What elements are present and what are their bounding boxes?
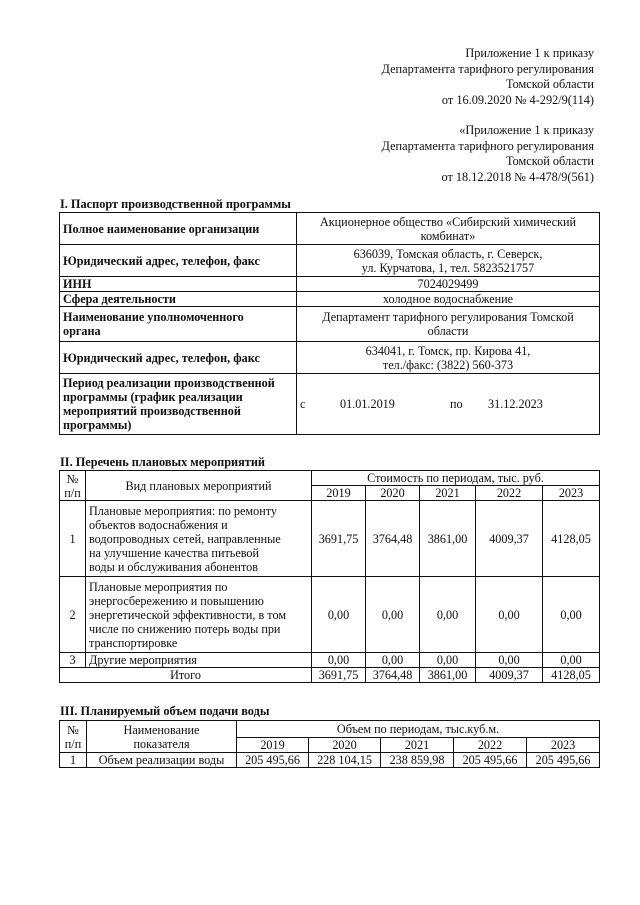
cost-cell: 0,00 [543, 653, 600, 668]
col-volume-header: Объем по периодам, тыс.куб.м. [237, 721, 600, 738]
water-volume-table [59, 720, 600, 768]
cost-cell: 0,00 [543, 577, 600, 653]
volume-cell: 238 859,98 [381, 753, 454, 768]
period-from-word: с [300, 397, 306, 411]
row-value: Департамент тарифного регулирования Томской области [297, 307, 600, 342]
year-header: 2021 [381, 738, 454, 753]
section-2-title: II. Перечень плановых мероприятий [60, 455, 266, 469]
period-from-date: 01.01.2019 [340, 397, 395, 411]
year-header: 2023 [527, 738, 600, 753]
row-label: Полное наименование организации [60, 213, 297, 245]
row-value: 636039, Томская область, г. Северск, ул. Курчатова, 1, тел. 5823521757 [297, 245, 600, 277]
header-line: Приложение 1 к приказу [465, 46, 594, 60]
period-to-date: 31.12.2023 [488, 397, 543, 411]
total-label: Итого [60, 668, 312, 683]
cost-cell: 0,00 [366, 653, 420, 668]
measures-table [59, 470, 600, 683]
row-number: 1 [60, 501, 86, 577]
row-value: холодное водоснабжение [297, 292, 600, 307]
row-value: 634041, г. Томск, пр. Кирова 41, тел./факс: (3822) 560-373 [297, 342, 600, 374]
total-cell: 3691,75 [312, 668, 366, 683]
header-line: от 18.12.2018 № 4-478/9(561) [441, 169, 594, 184]
table-row [60, 374, 600, 435]
header-line: Департамента тарифного регулирования [381, 138, 594, 153]
cost-cell: 0,00 [420, 577, 476, 653]
row-number: 2 [60, 577, 86, 653]
measure-name: Плановые мероприятия по энергосбережению и повышению энергетической эффективности, в том числе по снижению потерь воды при транспортировке [86, 577, 312, 653]
year-header: 2022 [476, 486, 543, 501]
year-header: 2020 [309, 738, 381, 753]
col-name-header: Вид плановых мероприятий [86, 471, 312, 501]
row-number: 1 [60, 753, 87, 768]
table-row [60, 292, 600, 307]
table-row [60, 307, 600, 342]
year-header: 2019 [237, 738, 309, 753]
period-label: Период реализации производственной программы (график реализации мероприятий производственной программы) [60, 374, 297, 435]
row-value: 7024029499 [297, 277, 600, 292]
col-number-header: № п/п [60, 721, 87, 753]
header-line: Департамента тарифного регулирования [381, 61, 594, 76]
year-header: 2021 [420, 486, 476, 501]
measure-name: Плановые мероприятия: по ремонту объектов водоснабжения и водопроводных сетей, направленные на улучшение качества питьевой воды и обслуживания абонентов [86, 501, 312, 577]
table-row [60, 577, 600, 653]
cost-cell: 3691,75 [312, 501, 366, 577]
cost-cell: 0,00 [476, 653, 543, 668]
indicator-name: Объем реализации воды [87, 753, 237, 768]
row-value: Акционерное общество «Сибирский химический комбинат» [297, 213, 600, 245]
table-row [60, 653, 600, 668]
year-header: 2019 [312, 486, 366, 501]
header-line: Томской области [506, 77, 594, 91]
header-line: «Приложение 1 к приказу [459, 123, 594, 137]
row-label: ИНН [60, 277, 297, 292]
section-1-title: I. Паспорт производственной программы [60, 197, 291, 211]
section-3-title: III. Планируемый объем подачи воды [60, 704, 270, 718]
total-cell: 3764,48 [366, 668, 420, 683]
cost-cell: 0,00 [312, 577, 366, 653]
cost-cell: 0,00 [366, 577, 420, 653]
period-value [297, 374, 600, 435]
total-row [60, 668, 600, 683]
total-cell: 4009,37 [476, 668, 543, 683]
table-row [60, 213, 600, 245]
table-row [60, 277, 600, 292]
appendix-header-previous [382, 123, 594, 185]
cost-cell: 3764,48 [366, 501, 420, 577]
year-header: 2022 [454, 738, 527, 753]
row-label: Юридический адрес, телефон, факс [60, 245, 297, 277]
row-label: Юридический адрес, телефон, факс [60, 342, 297, 374]
row-label: Наименование уполномоченного органа [60, 307, 297, 342]
volume-cell: 205 495,66 [237, 753, 309, 768]
measure-name: Другие мероприятия [86, 653, 312, 668]
year-header: 2023 [543, 486, 600, 501]
col-name-header: Наименование показателя [87, 721, 237, 753]
row-number: 3 [60, 653, 86, 668]
cost-cell: 0,00 [312, 653, 366, 668]
total-cell: 3861,00 [420, 668, 476, 683]
volume-cell: 205 495,66 [454, 753, 527, 768]
header-line: Томской области [506, 154, 594, 168]
table-row [60, 245, 600, 277]
year-header: 2020 [366, 486, 420, 501]
col-number-header: № п/п [60, 471, 86, 501]
volume-cell: 228 104,15 [309, 753, 381, 768]
period-to-word: по [450, 397, 463, 411]
cost-cell: 0,00 [476, 577, 543, 653]
table-row [60, 753, 600, 768]
cost-cell: 4009,37 [476, 501, 543, 577]
header-line: от 16.09.2020 № 4-292/9(114) [441, 92, 594, 107]
table-row [60, 342, 600, 374]
total-cell: 4128,05 [543, 668, 600, 683]
table-row [60, 501, 600, 577]
cost-cell: 4128,05 [543, 501, 600, 577]
row-label: Сфера деятельности [60, 292, 297, 307]
cost-cell: 3861,00 [420, 501, 476, 577]
passport-table [59, 212, 600, 435]
col-cost-header: Стоимость по периодам, тыс. руб. [312, 471, 600, 486]
cost-cell: 0,00 [420, 653, 476, 668]
volume-cell: 205 495,66 [527, 753, 600, 768]
appendix-header-current [382, 46, 594, 108]
